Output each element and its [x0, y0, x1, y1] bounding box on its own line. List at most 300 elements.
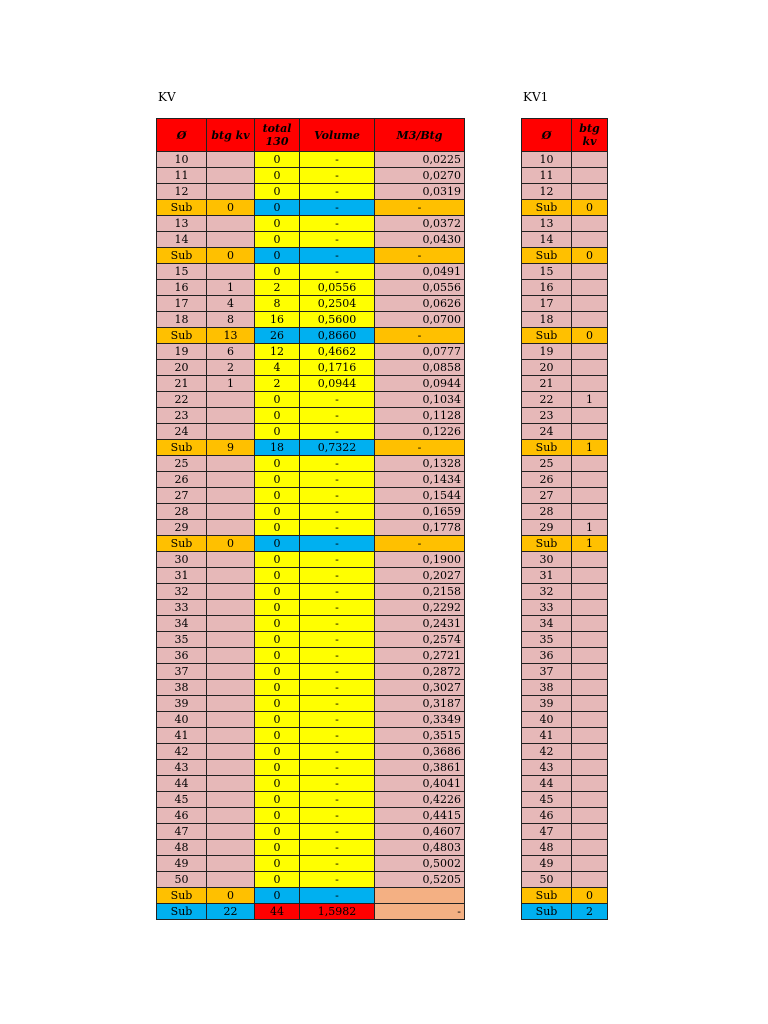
volume-cell: -: [300, 840, 375, 856]
diameter-cell: 36: [157, 648, 207, 664]
total-cell: 0: [255, 664, 300, 680]
table-row: [157, 680, 465, 696]
diameter-cell: 37: [157, 664, 207, 680]
btg-kv-cell: [207, 520, 255, 536]
btg-kv-cell: [572, 824, 608, 840]
table-row: [522, 488, 608, 504]
total-cell: 0: [255, 536, 300, 552]
m3-btg-cell: 0,2027: [375, 568, 465, 584]
volume-cell: -: [300, 552, 375, 568]
btg-kv-cell: [572, 552, 608, 568]
table-row: [522, 648, 608, 664]
diameter-cell: 46: [157, 808, 207, 824]
table-row: [522, 792, 608, 808]
table-row: [157, 600, 465, 616]
btg-kv-cell: [207, 696, 255, 712]
table-row: [522, 808, 608, 824]
m3-btg-cell: 0,2872: [375, 664, 465, 680]
btg-kv-cell: [572, 472, 608, 488]
m3-btg-cell: 0,0270: [375, 168, 465, 184]
grand-total-row: [157, 904, 465, 920]
total-cell: 0: [255, 264, 300, 280]
btg-kv-cell: [207, 632, 255, 648]
table-row: [522, 744, 608, 760]
m3-btg-cell: 0,0700: [375, 312, 465, 328]
m3-btg-cell: 0,0858: [375, 360, 465, 376]
diameter-cell: 21: [157, 376, 207, 392]
volume-cell: 1,5982: [300, 904, 375, 920]
table-row: [157, 696, 465, 712]
table-row: [157, 456, 465, 472]
btg-kv-cell: [572, 456, 608, 472]
volume-cell: -: [300, 456, 375, 472]
diameter-cell: 24: [522, 424, 572, 440]
total-cell: 0: [255, 456, 300, 472]
btg-kv-cell: [572, 152, 608, 168]
diameter-cell: Sub: [157, 888, 207, 904]
volume-cell: -: [300, 168, 375, 184]
btg-kv-cell: [207, 472, 255, 488]
diameter-cell: 12: [522, 184, 572, 200]
table-row: [157, 424, 465, 440]
btg-kv-cell: 0: [572, 248, 608, 264]
table-row: [522, 760, 608, 776]
diameter-cell: 49: [157, 856, 207, 872]
table-row: [157, 344, 465, 360]
diameter-cell: 17: [157, 296, 207, 312]
header-btg-kv: btg kv: [572, 119, 608, 152]
volume-cell: -: [300, 888, 375, 904]
diameter-cell: Sub: [157, 440, 207, 456]
m3-btg-cell: 0,4041: [375, 776, 465, 792]
btg-kv-cell: 8: [207, 312, 255, 328]
volume-cell: -: [300, 856, 375, 872]
diameter-cell: 13: [522, 216, 572, 232]
volume-cell: -: [300, 728, 375, 744]
table-row: [522, 232, 608, 248]
table-row: [522, 184, 608, 200]
table-row: [522, 552, 608, 568]
total-cell: 26: [255, 328, 300, 344]
subtotal-row: [522, 248, 608, 264]
total-cell: 0: [255, 616, 300, 632]
total-cell: 2: [255, 280, 300, 296]
btg-kv-cell: [207, 408, 255, 424]
diameter-cell: 19: [522, 344, 572, 360]
m3-btg-cell: 0,0225: [375, 152, 465, 168]
table-row: [522, 776, 608, 792]
total-cell: 0: [255, 216, 300, 232]
btg-kv-cell: [207, 504, 255, 520]
btg-kv-cell: 9: [207, 440, 255, 456]
total-cell: 0: [255, 424, 300, 440]
left-table: [156, 118, 465, 920]
m3-btg-cell: 0,2574: [375, 632, 465, 648]
volume-cell: -: [300, 248, 375, 264]
table-row: [522, 632, 608, 648]
btg-kv-cell: [572, 776, 608, 792]
diameter-cell: 12: [157, 184, 207, 200]
btg-kv-cell: 1: [572, 520, 608, 536]
table-row: [522, 360, 608, 376]
btg-kv-cell: 0: [207, 536, 255, 552]
m3-btg-cell: [375, 888, 465, 904]
btg-kv-cell: [572, 280, 608, 296]
volume-cell: -: [300, 472, 375, 488]
volume-cell: -: [300, 584, 375, 600]
m3-btg-cell: -: [375, 248, 465, 264]
diameter-cell: Sub: [157, 248, 207, 264]
m3-btg-cell: -: [375, 328, 465, 344]
diameter-cell: 18: [157, 312, 207, 328]
table-row: [157, 520, 465, 536]
total-cell: 0: [255, 856, 300, 872]
table-row: [157, 168, 465, 184]
table-row: [157, 648, 465, 664]
header-m3-btg: M3/Btg: [375, 119, 465, 152]
diameter-cell: 29: [157, 520, 207, 536]
table-row: [522, 616, 608, 632]
table-row: [157, 360, 465, 376]
total-cell: 8: [255, 296, 300, 312]
table-row: [157, 808, 465, 824]
m3-btg-cell: -: [375, 440, 465, 456]
btg-kv-cell: [572, 376, 608, 392]
btg-kv-cell: [207, 744, 255, 760]
table-row: [522, 504, 608, 520]
volume-cell: -: [300, 712, 375, 728]
volume-cell: -: [300, 600, 375, 616]
diameter-cell: 24: [157, 424, 207, 440]
total-cell: 0: [255, 872, 300, 888]
volume-cell: -: [300, 680, 375, 696]
m3-btg-cell: -: [375, 536, 465, 552]
volume-cell: -: [300, 408, 375, 424]
diameter-cell: 36: [522, 648, 572, 664]
diameter-cell: 46: [522, 808, 572, 824]
total-cell: 0: [255, 792, 300, 808]
subtotal-row: [522, 200, 608, 216]
total-cell: 0: [255, 600, 300, 616]
diameter-cell: 25: [157, 456, 207, 472]
table-row: [522, 600, 608, 616]
btg-kv-cell: 22: [207, 904, 255, 920]
volume-cell: -: [300, 744, 375, 760]
m3-btg-cell: 0,5002: [375, 856, 465, 872]
table-row: [157, 776, 465, 792]
m3-btg-cell: 0,2158: [375, 584, 465, 600]
diameter-cell: 47: [522, 824, 572, 840]
right-header-row: [522, 119, 608, 152]
right-table: [521, 118, 608, 920]
table-row: [157, 552, 465, 568]
btg-kv-cell: [572, 648, 608, 664]
btg-kv-cell: 6: [207, 344, 255, 360]
m3-btg-cell: 0,4226: [375, 792, 465, 808]
total-cell: 0: [255, 392, 300, 408]
btg-kv-cell: [207, 168, 255, 184]
diameter-cell: 18: [522, 312, 572, 328]
table-row: [157, 664, 465, 680]
diameter-cell: 43: [522, 760, 572, 776]
total-cell: 0: [255, 744, 300, 760]
diameter-cell: Sub: [522, 248, 572, 264]
sheet-left-title: KV: [158, 90, 176, 104]
diameter-cell: 45: [157, 792, 207, 808]
table-row: [157, 872, 465, 888]
table-row: [157, 760, 465, 776]
btg-kv-cell: [207, 456, 255, 472]
table-row: [522, 168, 608, 184]
btg-kv-cell: [207, 648, 255, 664]
volume-cell: -: [300, 536, 375, 552]
table-row: [157, 616, 465, 632]
btg-kv-cell: 0: [572, 328, 608, 344]
diameter-cell: 25: [522, 456, 572, 472]
diameter-cell: Sub: [522, 536, 572, 552]
diameter-cell: 26: [157, 472, 207, 488]
table-row: [157, 312, 465, 328]
m3-btg-cell: 0,1434: [375, 472, 465, 488]
total-cell: 18: [255, 440, 300, 456]
subtotal-row: [157, 248, 465, 264]
btg-kv-cell: [207, 184, 255, 200]
btg-kv-cell: [572, 344, 608, 360]
btg-kv-cell: [207, 488, 255, 504]
diameter-cell: 19: [157, 344, 207, 360]
total-cell: 4: [255, 360, 300, 376]
volume-cell: -: [300, 264, 375, 280]
btg-kv-cell: [572, 296, 608, 312]
btg-kv-cell: [207, 568, 255, 584]
diameter-cell: 48: [522, 840, 572, 856]
total-cell: 0: [255, 712, 300, 728]
table-row: [157, 152, 465, 168]
m3-btg-cell: 0,1328: [375, 456, 465, 472]
diameter-cell: 43: [157, 760, 207, 776]
diameter-cell: 30: [157, 552, 207, 568]
table-row: [157, 296, 465, 312]
btg-kv-cell: [207, 392, 255, 408]
total-cell: 0: [255, 584, 300, 600]
m3-btg-cell: -: [375, 200, 465, 216]
diameter-cell: 41: [157, 728, 207, 744]
diameter-cell: 44: [157, 776, 207, 792]
table-row: [157, 184, 465, 200]
btg-kv-cell: [572, 632, 608, 648]
diameter-cell: 22: [522, 392, 572, 408]
total-cell: 0: [255, 200, 300, 216]
table-row: [157, 712, 465, 728]
diameter-cell: 28: [522, 504, 572, 520]
btg-kv-cell: [207, 712, 255, 728]
total-cell: 0: [255, 552, 300, 568]
diameter-cell: 40: [157, 712, 207, 728]
volume-cell: -: [300, 648, 375, 664]
diameter-cell: 14: [157, 232, 207, 248]
btg-kv-cell: [572, 792, 608, 808]
btg-kv-cell: 1: [572, 440, 608, 456]
diameter-cell: 26: [522, 472, 572, 488]
table-row: [522, 312, 608, 328]
diameter-cell: 48: [157, 840, 207, 856]
btg-kv-cell: 0: [207, 248, 255, 264]
subtotal-row: [522, 328, 608, 344]
table-row: [522, 392, 608, 408]
diameter-cell: 31: [157, 568, 207, 584]
diameter-cell: 33: [157, 600, 207, 616]
m3-btg-cell: 0,1900: [375, 552, 465, 568]
diameter-cell: Sub: [522, 328, 572, 344]
m3-btg-cell: 0,1226: [375, 424, 465, 440]
m3-btg-cell: 0,0430: [375, 232, 465, 248]
btg-kv-cell: [572, 872, 608, 888]
volume-cell: 0,0944: [300, 376, 375, 392]
btg-kv-cell: 1: [572, 536, 608, 552]
btg-kv-cell: [572, 504, 608, 520]
btg-kv-cell: [207, 856, 255, 872]
table-row: [522, 840, 608, 856]
subtotal-row: [157, 888, 465, 904]
diameter-cell: Sub: [157, 328, 207, 344]
table-row: [522, 424, 608, 440]
volume-cell: 0,8660: [300, 328, 375, 344]
table-row: [522, 264, 608, 280]
total-cell: 12: [255, 344, 300, 360]
btg-kv-cell: [207, 264, 255, 280]
m3-btg-cell: 0,3686: [375, 744, 465, 760]
m3-btg-cell: 0,2721: [375, 648, 465, 664]
table-row: [157, 216, 465, 232]
diameter-cell: 13: [157, 216, 207, 232]
total-cell: 0: [255, 184, 300, 200]
diameter-cell: 35: [522, 632, 572, 648]
m3-btg-cell: 0,3861: [375, 760, 465, 776]
btg-kv-cell: [572, 856, 608, 872]
subtotal-row: [157, 200, 465, 216]
total-cell: 0: [255, 648, 300, 664]
table-row: [157, 728, 465, 744]
diameter-cell: 41: [522, 728, 572, 744]
table-row: [157, 824, 465, 840]
volume-cell: -: [300, 520, 375, 536]
diameter-cell: 21: [522, 376, 572, 392]
diameter-cell: 42: [522, 744, 572, 760]
left-header-row: [157, 119, 465, 152]
btg-kv-cell: [572, 664, 608, 680]
diameter-cell: 11: [522, 168, 572, 184]
btg-kv-cell: [572, 696, 608, 712]
diameter-cell: 23: [157, 408, 207, 424]
diameter-cell: 31: [522, 568, 572, 584]
table-row: [522, 472, 608, 488]
table-row: [157, 264, 465, 280]
m3-btg-cell: 0,2292: [375, 600, 465, 616]
table-row: [157, 744, 465, 760]
m3-btg-cell: 0,2431: [375, 616, 465, 632]
total-cell: 0: [255, 840, 300, 856]
diameter-cell: 22: [157, 392, 207, 408]
header-volume: Volume: [300, 119, 375, 152]
btg-kv-cell: [207, 664, 255, 680]
btg-kv-cell: [572, 360, 608, 376]
diameter-cell: 34: [522, 616, 572, 632]
total-cell: 0: [255, 408, 300, 424]
diameter-cell: 42: [157, 744, 207, 760]
btg-kv-cell: [572, 728, 608, 744]
diameter-cell: Sub: [522, 440, 572, 456]
diameter-cell: 15: [522, 264, 572, 280]
diameter-cell: 38: [522, 680, 572, 696]
diameter-cell: Sub: [522, 904, 572, 920]
btg-kv-cell: [572, 584, 608, 600]
table-row: [522, 344, 608, 360]
diameter-cell: 45: [522, 792, 572, 808]
btg-kv-cell: 2: [572, 904, 608, 920]
volume-cell: -: [300, 872, 375, 888]
table-row: [157, 584, 465, 600]
diameter-cell: 35: [157, 632, 207, 648]
volume-cell: -: [300, 664, 375, 680]
table-row: [157, 632, 465, 648]
diameter-cell: 44: [522, 776, 572, 792]
table-row: [157, 472, 465, 488]
diameter-cell: 38: [157, 680, 207, 696]
btg-kv-cell: [572, 312, 608, 328]
btg-kv-cell: [572, 600, 608, 616]
btg-kv-cell: [207, 680, 255, 696]
btg-kv-cell: [207, 840, 255, 856]
btg-kv-cell: [572, 408, 608, 424]
volume-cell: -: [300, 216, 375, 232]
diameter-cell: 23: [522, 408, 572, 424]
diameter-cell: 34: [157, 616, 207, 632]
diameter-cell: 29: [522, 520, 572, 536]
btg-kv-cell: [572, 488, 608, 504]
btg-kv-cell: [572, 616, 608, 632]
table-row: [522, 728, 608, 744]
table-row: [157, 840, 465, 856]
btg-kv-cell: [207, 552, 255, 568]
btg-kv-cell: 1: [572, 392, 608, 408]
m3-btg-cell: 0,4803: [375, 840, 465, 856]
volume-cell: -: [300, 568, 375, 584]
total-cell: 0: [255, 824, 300, 840]
diameter-cell: 11: [157, 168, 207, 184]
diameter-cell: 33: [522, 600, 572, 616]
table-row: [157, 232, 465, 248]
table-row: [522, 824, 608, 840]
total-cell: 0: [255, 520, 300, 536]
volume-cell: -: [300, 776, 375, 792]
table-row: [157, 568, 465, 584]
table-row: [157, 488, 465, 504]
table-row: [157, 392, 465, 408]
grand-total-row: [522, 904, 608, 920]
table-row: [157, 280, 465, 296]
btg-kv-cell: 1: [207, 280, 255, 296]
diameter-cell: 27: [522, 488, 572, 504]
table-row: [522, 152, 608, 168]
m3-btg-cell: 0,0319: [375, 184, 465, 200]
diameter-cell: 20: [157, 360, 207, 376]
m3-btg-cell: 0,4607: [375, 824, 465, 840]
table-row: [157, 408, 465, 424]
btg-kv-cell: [572, 264, 608, 280]
diameter-cell: 32: [157, 584, 207, 600]
table-row: [157, 856, 465, 872]
volume-cell: -: [300, 696, 375, 712]
